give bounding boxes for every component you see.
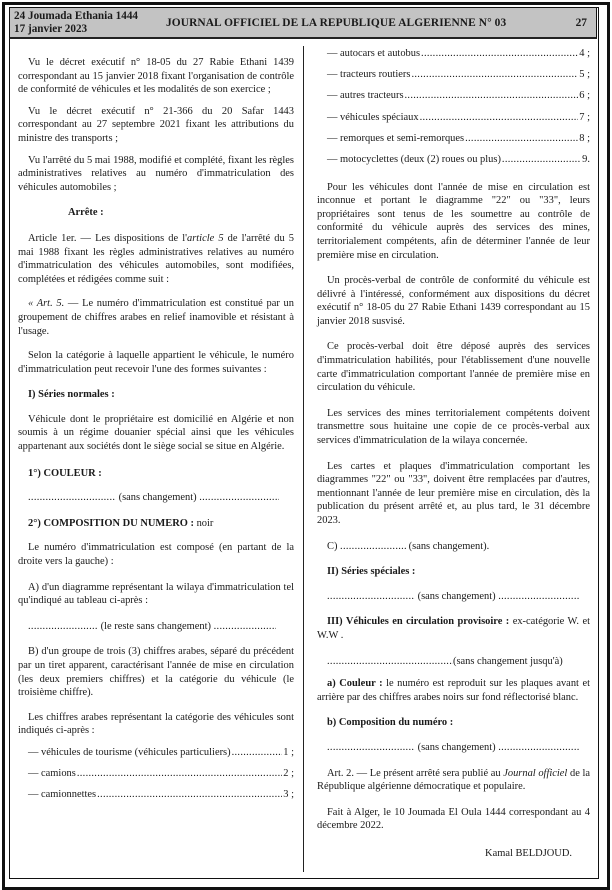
category-label: — véhicules spéciaux <box>327 111 419 123</box>
header-hijri-date: 24 Joumada Ethania 1444 <box>14 10 139 22</box>
c-sans-changement-text: (sans changement). <box>408 540 490 552</box>
category-code: 7 ; <box>579 111 590 123</box>
journal-officiel-reference: Journal officiel <box>503 767 568 779</box>
header-page-number: 27 <box>575 17 587 29</box>
leader-dots <box>420 111 579 125</box>
left-column <box>18 44 294 810</box>
heading-series-speciales: II) Séries spéciales : <box>327 566 416 578</box>
heading-arrete: Arrête : <box>68 207 104 219</box>
paragraph-art-5 <box>18 297 294 338</box>
jusqua-sans-changement <box>317 655 590 669</box>
journal-header <box>9 7 597 39</box>
article-1-text-a: Article 1er. — Les dispositions de l' <box>28 232 187 244</box>
paragraph-vu-decret-21-366: Vu le décret exécutif n° 21-366 du 20 Safar 1443 correspondant au 27 septembre 2021 fixant les attributions du ministre des transports ; <box>18 105 294 144</box>
couleur-sans-changement-text: (sans changement) <box>118 492 197 504</box>
leader-dots <box>411 68 578 82</box>
category-item <box>317 47 590 61</box>
paragraph-vu-decret-18-05: Vu le décret exécutif n° 18-05 du 27 Rabie Ethani 1439 correspondant au 15 janvier 2018 fixant l'organisation de contrôle de conformité de véhicules et les modalités de son exercice ; <box>18 57 294 96</box>
signature: Kamal BELDJOUD. <box>485 847 572 859</box>
composition-sans-changement-text: (sans changement) <box>417 741 496 753</box>
art-5-text: — Le numéro d'immatriculation est constitué par un groupement de chiffres arabes en relief inamovible et résistant à l'usage. <box>18 298 294 337</box>
article-2-text-a: Art. 2. — Le présent arrêté sera publié au <box>327 767 504 779</box>
couleur-provisoire-label: a) Couleur : <box>327 678 383 690</box>
speciales-sans-changement-text: (sans changement) <box>417 590 496 602</box>
category-code: 2 ; <box>283 768 294 780</box>
paragraph-selon-categorie: Selon la catégorie à laquelle appartient le véhicule, le numéro d'immatriculation peut recevoir l'une des formes suivantes : <box>18 350 294 375</box>
category-item <box>317 68 590 82</box>
leader-dots <box>421 47 578 61</box>
category-item <box>317 111 590 125</box>
composition-label: 2°) COMPOSITION DU NUMERO : <box>28 517 194 529</box>
category-code: 3 ; <box>283 789 294 801</box>
category-item <box>18 767 294 781</box>
provisoire-text: ex-catégorie W. et W.W . <box>317 616 590 641</box>
heading-series-normales: I) Séries normales : <box>28 389 115 401</box>
heading-composition-numero <box>18 517 294 531</box>
leader-dots <box>77 767 282 781</box>
c-sans-changement <box>317 540 590 554</box>
header-title: JOURNAL OFFICIEL DE LA REPUBLIQUE ALGERIENNE N° 03 <box>166 17 507 29</box>
leader-dots <box>465 132 578 146</box>
category-item <box>317 132 590 146</box>
heading-circulation-provisoire <box>317 615 590 642</box>
paragraph-vu-arrete-1988: Vu l'arrêté du 5 mai 1988, modifié et complété, fixant les règles administratives relatives au numéro d'immatriculation des véhicules automobiles ; <box>18 154 294 193</box>
art-5-label: « Art. 5. <box>28 298 65 310</box>
category-item <box>317 153 590 167</box>
heading-couleur: 1°) COULEUR : <box>28 467 102 479</box>
category-item <box>18 788 294 802</box>
header-gregorian-date: 17 janvier 2023 <box>14 23 88 35</box>
paragraph-vehicule-domicilie: Véhicule dont le propriétaire est domicilié en Algérie et non soumis à un régime douanier spécial ainsi que les véhicules appartenant aux sociétés dont le siège social se situe en Algérie. <box>18 413 294 453</box>
paragraph-annee-inconnue: Pour les véhicules dont l'année de mise en circulation est inconnue et portant le diagramme "22" ou "33", leurs propriétaires sont tenus de les soumettre au contrôle de conformité du véhicule auprès des services des mines, territorialement compétents, afin de déterminer l'année de leur première mise en circulation. <box>317 181 590 261</box>
reste-sans-changement <box>18 620 294 634</box>
paragraph-a-diagramme: A) d'un diagramme représentant la wilaya d'immatriculation tel qu'indiqué au tableau ci-après : <box>18 581 294 607</box>
couleur-sans-changement <box>18 491 294 505</box>
paragraph-services-mines: Les services des mines territorialement compétents doivent transmettre sous huitaine une copie de ce procès-verbal aux services d'immatriculation de la wilaya concernée. <box>317 407 590 447</box>
category-code: 1 ; <box>283 746 294 758</box>
category-label: — autocars et autobus <box>327 48 421 59</box>
heading-composition-provisoire: b) Composition du numéro : <box>327 717 454 729</box>
paragraph-couleur-provisoire <box>317 677 590 704</box>
category-label: — tracteurs routiers <box>327 69 411 81</box>
category-label: — véhicules de tourisme (véhicules particuliers) <box>28 746 231 758</box>
paragraph-article-1 <box>18 232 294 286</box>
reste-sans-changement-text: (le reste sans changement) <box>100 620 212 632</box>
jusqua-sans-changement-text: (sans changement jusqu'à) <box>453 655 563 667</box>
paragraph-chiffres-categorie: Les chiffres arabes représentant la catégorie des véhicules sont indiqués ci-après : <box>18 711 294 737</box>
couleur-provisoire-text: le numéro est reproduit sur les plaques avant et arrière par des chiffres arabes noirs sur fond réflectorisé blanc. <box>317 678 590 703</box>
column-divider <box>303 46 304 872</box>
paragraph-cartes-plaques: Les cartes et plaques d'immatriculation comportant les diagrammes "22" ou "33", doivent être remplacées par d'autres, mentionnant l'année de leur première mise en circulation, dès la publication du présent arrêté et, au plus tard, le 31 décembre 2023. <box>317 460 590 526</box>
category-item <box>317 89 590 103</box>
c-label: C) <box>327 540 338 552</box>
article-2-text-b: de la République algérienne démocratique et populaire. <box>317 767 590 793</box>
category-label: — camions <box>28 768 76 780</box>
article-1-text-b: de l'arrêté du 5 mai 1988 fixant les règles administratives relatives au numéro d'immatriculation des véhicules automobiles, sont modifiées, complétées et rédigées comme suit : <box>18 232 295 285</box>
category-code: 5 ; <box>579 69 590 81</box>
category-label: — camionnettes <box>28 789 97 801</box>
category-label: — remorques et semi-remorques <box>327 132 465 144</box>
right-column <box>317 47 590 869</box>
leader-dots <box>502 153 581 167</box>
header-dates <box>14 10 138 36</box>
composition-value: noir <box>193 517 214 529</box>
category-label: — autres tracteurs <box>327 90 404 102</box>
paragraph-article-2 <box>317 767 590 794</box>
category-code: 8 ; <box>579 132 590 144</box>
article-1-reference: article 5 <box>186 232 224 244</box>
paragraph-pv-depose: Ce procès-verbal doit être déposé auprès des services d'immatriculation habilités, pour l'établissement d'une nouvelle carte d'immatriculation comportant l'année de première mise en circulation du véhicule. <box>317 341 590 394</box>
provisoire-label: III) Véhicules en circulation provisoire : <box>327 616 510 628</box>
leader-dots <box>405 89 579 103</box>
leader-dots <box>97 788 282 802</box>
category-code: 6 ; <box>579 90 590 102</box>
paragraph-numero-compose: Le numéro d'immatriculation est composé (en partant de la droite vers la gauche) : <box>18 542 294 568</box>
paragraph-proces-verbal: Un procès-verbal de contrôle de conformité du véhicule est délivré à l'intéressé, conformément aux dispositions du décret exécutif n° 18-05 du 27 Rabie Ethani 1439 correspondant au 15 janvier 2018 susvisé. <box>317 275 590 327</box>
paragraph-fait-a-alger: Fait à Alger, le 10 Joumada El Oula 1444 correspondant au 4 décembre 2022. <box>317 806 590 832</box>
speciales-sans-changement <box>317 590 590 604</box>
category-label: — motocyclettes (deux (2) roues ou plus) <box>327 153 501 165</box>
category-code: 9. <box>582 153 590 165</box>
leader-dots <box>232 746 283 760</box>
paragraph-b-groupe-chiffres: B) d'un groupe de trois (3) chiffres arabes, séparé du précédent par un tiret apparent, caractérisant l'année de mise en circulation (les deux premiers chiffres) et la catégorie du véhicule (le troisième chiffre). <box>18 646 294 699</box>
category-item <box>18 746 294 760</box>
category-code: 4 ; <box>579 48 590 59</box>
composition-sans-changement <box>317 741 590 755</box>
